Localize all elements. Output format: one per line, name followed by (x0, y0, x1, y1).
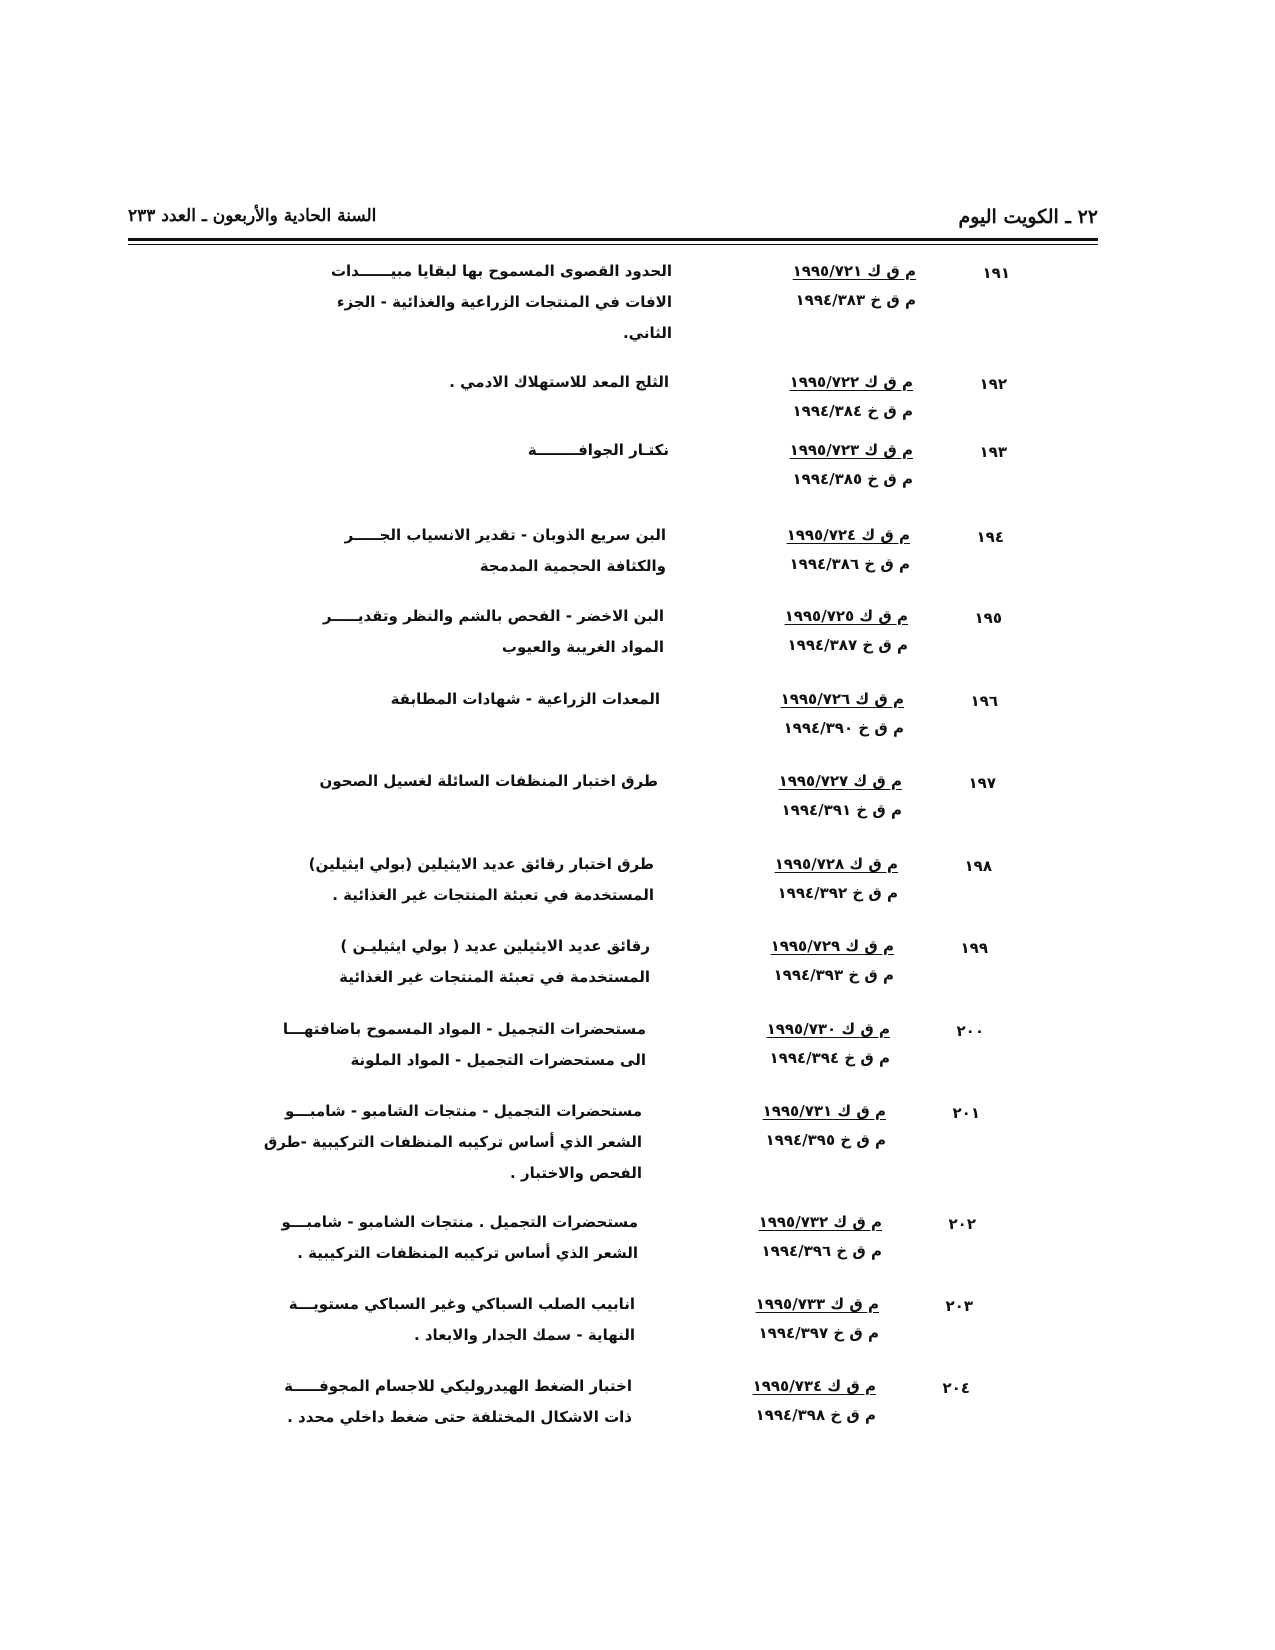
kuwait-standard-code: م ق ك ١٩٩٥/٧٢٨ (774, 855, 898, 873)
header-page-and-title: ٢٢ ـ الكويت اليوم (958, 206, 1098, 228)
standard-title (339, 931, 650, 993)
title-line: مستحضرات التجميل - منتجات الشامبو - شامبـــو (285, 1102, 642, 1120)
header-rule-thick (128, 238, 1098, 241)
standard-title (528, 435, 669, 466)
title-line: الافات في المنتجات الزراعية والغذائية - الجزء (336, 293, 672, 311)
page-header (128, 206, 1098, 236)
gulf-standard-code: م ق خ ١٩٩٤/٣٩٦ (761, 1242, 882, 1260)
gulf-standard-code: م ق خ ١٩٩٤/٣٩٤ (769, 1049, 890, 1067)
gulf-standard-code: م ق خ ١٩٩٤/٣٩١ (781, 801, 902, 819)
title-line: الفحص والاختبار . (510, 1164, 642, 1182)
standard-title (345, 520, 666, 582)
title-line: مستحضرات التجميل - المواد المسموح باضافتهـــا (282, 1020, 646, 1038)
entry-number: ١٩٤ (976, 528, 1004, 546)
title-line: مستحضرات التجميل . منتجات الشامبو - شامبـــو (281, 1213, 638, 1231)
gulf-standard-code: م ق خ ١٩٩٤/٣٩٠ (783, 719, 904, 737)
kuwait-standard-code: م ق ك ١٩٩٥/٧٣١ (762, 1102, 886, 1120)
title-line: الحدود القصوى المسموح بها لبقايا مبيــــــدات (330, 262, 672, 280)
title-line: انابيب الصلب السباكي وغير السباكي مستويـــة (288, 1295, 635, 1313)
title-line: النهاية - سمك الجدار والابعاد . (413, 1326, 635, 1344)
standard-title (320, 766, 658, 797)
title-line: الثاني. (622, 324, 672, 342)
title-line: المعدات الزراعية - شهادات المطابقة (390, 690, 660, 708)
title-line: طرق اختبار رقائق عديد الايثيلين (بولي ايثيلين) (308, 855, 654, 873)
gulf-standard-code: م ق خ ١٩٩٤/٣٩٢ (777, 884, 898, 902)
standard-title (282, 1207, 638, 1269)
kuwait-standard-code: م ق ك ١٩٩٥/٧٣٠ (766, 1020, 890, 1038)
title-line: رقائق عديد الايثيلين عديد ( بولي ايثيليـن ) (340, 937, 650, 955)
entry-number: ٢٠١ (952, 1104, 980, 1122)
gulf-standard-code: م ق خ ١٩٩٤/٣٨٣ (795, 291, 916, 309)
entry-number: ١٩١ (982, 264, 1010, 282)
gulf-standard-code: م ق خ ١٩٩٤/٣٨٥ (792, 470, 913, 488)
standard-title (449, 367, 669, 398)
gulf-standard-code: م ق خ ١٩٩٤/٣٨٤ (792, 402, 913, 420)
title-line: البن الاخضر - الفحص بالشم والنظر وتقديـــــر (322, 607, 664, 625)
kuwait-standard-code: م ق ك ١٩٩٥/٧٢٦ (780, 690, 904, 708)
gulf-standard-code: م ق خ ١٩٩٤/٣٨٦ (789, 555, 910, 573)
title-line: المواد الغريبة والعيوب (501, 638, 664, 656)
title-line: الثلج المعد للاستهلاك الادمي . (449, 373, 669, 391)
kuwait-standard-code: م ق ك ١٩٩٥/٧٢١ (792, 262, 916, 280)
kuwait-standard-code: م ق ك ١٩٩٥/٧٢٢ (789, 373, 913, 391)
kuwait-standard-code: م ق ك ١٩٩٥/٧٣٢ (758, 1213, 882, 1231)
kuwait-standard-code: م ق ك ١٩٩٥/٧٢٥ (784, 607, 908, 625)
standard-title (331, 256, 672, 349)
title-line: البن سريع الذوبان - تقدير الانسياب الجـــــر (344, 526, 666, 544)
title-line: اختبار الضغط الهيدروليكي للاجسام المجوفـــــة (284, 1377, 632, 1395)
kuwait-standard-code: م ق ك ١٩٩٥/٧٣٤ (752, 1377, 876, 1395)
title-line: ذات الاشكال المختلفة حتى ضغط داخلي محدد . (287, 1408, 632, 1426)
title-line: نكتـار الجوافــــــــة (527, 441, 669, 459)
title-line: الشعر الذي أساس تركيبه المنظفات التركيبية . (297, 1244, 638, 1262)
kuwait-standard-code: م ق ك ١٩٩٥/٧٢٣ (789, 441, 913, 459)
title-line: الشعر الذي أساس تركيبه المنظفات التركيبية -طرق (263, 1133, 642, 1151)
entry-number: ١٩٥ (974, 609, 1002, 627)
entry-number: ٢٠٣ (945, 1297, 973, 1315)
kuwait-standard-code: م ق ك ١٩٩٥/٧٢٤ (786, 526, 910, 544)
gulf-standard-code: م ق خ ١٩٩٤/٣٩٥ (765, 1131, 886, 1149)
entry-number: ١٩٦ (970, 692, 998, 710)
standard-title (309, 849, 654, 911)
header-year-and-issue: السنة الحادية والأربعون ـ العدد ٢٣٣ (128, 206, 377, 226)
title-line: المستخدمة في تعبئة المنتجات غير الغذائية (339, 968, 650, 986)
standard-title (289, 1289, 635, 1351)
gulf-standard-code: م ق خ ١٩٩٤/٣٩٨ (755, 1406, 876, 1424)
title-line: طرق اختبار المنظفات السائلة لغسيل الصحون (319, 772, 658, 790)
kuwait-standard-code: م ق ك ١٩٩٥/٧٢٩ (770, 937, 894, 955)
entry-number: ١٩٣ (979, 443, 1007, 461)
kuwait-standard-code: م ق ك ١٩٩٥/٧٢٧ (778, 772, 902, 790)
gulf-standard-code: م ق خ ١٩٩٤/٣٩٣ (773, 966, 894, 984)
entry-number: ١٩٧ (968, 774, 996, 792)
title-line: الى مستحضرات التجميل - المواد الملونة (350, 1051, 646, 1069)
entry-number: ٢٠٠ (956, 1022, 984, 1040)
entry-number: ١٩٨ (964, 857, 992, 875)
gulf-standard-code: م ق خ ١٩٩٤/٣٩٧ (758, 1324, 879, 1342)
entry-number: ٢٠٤ (942, 1379, 970, 1397)
standard-title (283, 1014, 646, 1076)
standard-title (284, 1371, 632, 1433)
entry-number: ١٩٩ (960, 939, 988, 957)
header-rule-thin (128, 244, 1098, 245)
gulf-standard-code: م ق خ ١٩٩٤/٣٨٧ (787, 636, 908, 654)
standard-title (391, 684, 660, 715)
title-line: والكثافة الحجمية المدمجة (479, 557, 666, 575)
standard-title (264, 1096, 642, 1189)
title-line: المستخدمة في تعبئة المنتجات غير الغذائية . (332, 886, 654, 904)
entry-number: ٢٠٢ (948, 1215, 976, 1233)
kuwait-standard-code: م ق ك ١٩٩٥/٧٣٣ (755, 1295, 879, 1313)
entry-number: ١٩٢ (979, 375, 1007, 393)
standard-title (323, 601, 664, 663)
